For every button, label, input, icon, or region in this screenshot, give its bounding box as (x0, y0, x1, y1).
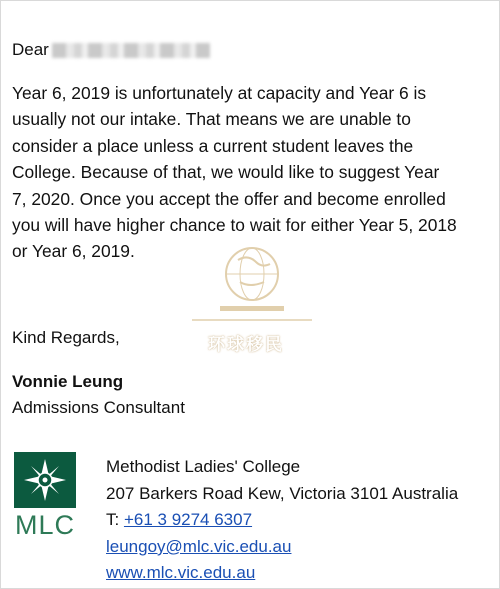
mlc-logo (14, 452, 76, 541)
phone-line (106, 507, 458, 534)
mlc-logo-emblem (14, 452, 76, 508)
email-body-paragraph: Year 6, 2019 is unfortunately at capacity and Year 6 is usually not our intake. That means we are unable to consider a place unless a current student leaves the College. Because of that, we would like to suggest Year 7, 2020. Once you accept the offer and become enrolled you will have higher chance to wait for either Year 5, 2018 or Year 6, 2019. (12, 83, 457, 262)
organization-address: 207 Barkers Road Kew, Victoria 3101 Australia (106, 483, 459, 503)
greeting-text: Dear (12, 40, 49, 59)
organization-name: Methodist Ladies' College (106, 457, 301, 476)
closing-text: Kind Regards, (12, 328, 120, 347)
email-link[interactable]: leungoy@mlc.vic.edu.au (106, 536, 292, 556)
mlc-logo-text: MLC (14, 510, 75, 540)
signature-name: Vonnie Leung (12, 372, 124, 391)
website-link[interactable]: www.mlc.vic.edu.au (106, 563, 256, 583)
phone-prefix: T: (106, 510, 124, 530)
compass-star-icon (22, 457, 68, 503)
greeting-line (12, 40, 210, 60)
watermark-chinese-text: 环球移民 (208, 335, 284, 354)
phone-link[interactable]: +61 3 9274 6307 (123, 510, 253, 530)
organization-contact-block (106, 454, 458, 587)
redacted-recipient-name (52, 43, 210, 58)
signature-title: Admissions Consultant (12, 398, 185, 417)
